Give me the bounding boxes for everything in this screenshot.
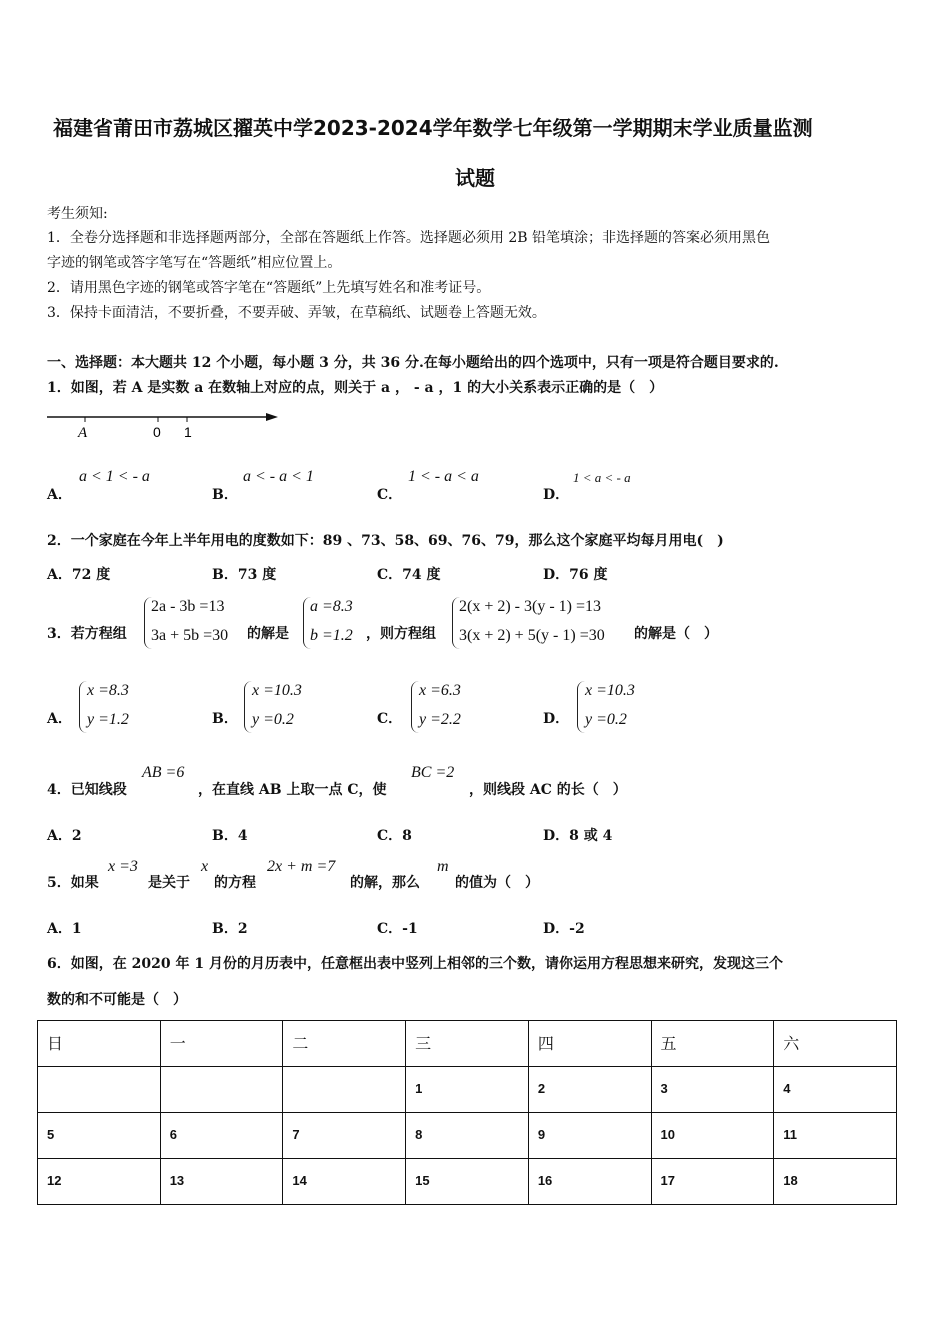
one-label: 1 xyxy=(184,424,192,440)
calendar-header-cell: 六 xyxy=(774,1021,897,1067)
q5-part5: 的值为（ ） xyxy=(455,875,539,891)
calendar-day-cell: 13 xyxy=(160,1159,283,1205)
calendar-day-cell: 6 xyxy=(160,1113,283,1159)
section-heading: 一、选择题：本大题共 12 个小题，每小题 3 分，共 36 分.在每小题给出的四个选项中，只有一项是符合题目要求的. xyxy=(47,355,779,371)
q3-option-c-line1: x =6.3 xyxy=(419,682,461,699)
calendar-day-cell: 1 xyxy=(406,1067,529,1113)
q1-option-c: 1 < - a < a xyxy=(408,468,479,485)
number-line-figure xyxy=(45,408,280,442)
q4-prefix: 4．已知线段 xyxy=(47,782,127,798)
calendar-table xyxy=(37,1020,897,1205)
point-a-label: A xyxy=(78,425,88,441)
notice-item-2: 2．请用黑色字迹的钢笔或答字笔在“答题纸”上先填写姓名和准考证号。 xyxy=(47,280,491,296)
q3-system2-eq2: b =1.2 xyxy=(310,627,353,644)
q5-part4: 的解，那么 xyxy=(350,875,420,891)
calendar-day-cell: 14 xyxy=(283,1159,406,1205)
calendar-header-cell: 二 xyxy=(283,1021,406,1067)
q6-stem-line2: 数的和不可能是（ ） xyxy=(47,992,187,1008)
q5-expr-x3: x =3 xyxy=(108,858,138,875)
q3-option-a-line1: x =8.3 xyxy=(87,682,129,699)
q3-mid2: ，则方程组 xyxy=(366,626,436,642)
q3-option-b-line1: x =10.3 xyxy=(252,682,302,699)
q2-option-a: A．72 度 xyxy=(47,567,111,583)
q1-option-a: a < 1 < - a xyxy=(79,468,150,485)
calendar-day-cell: 11 xyxy=(774,1113,897,1159)
calendar-day-cell: 18 xyxy=(774,1159,897,1205)
calendar-day-cell: 17 xyxy=(651,1159,774,1205)
q5-option-a: A．1 xyxy=(47,921,82,937)
q5-expr-m: m xyxy=(437,858,449,875)
q6-stem-line1: 6．如图，在 2020 年 1 月份的月历表中，任意框出表中竖列上相邻的三个数，请你运用方程思想来研究，发现这三个 xyxy=(47,956,783,972)
q3-option-a-line2: y =1.2 xyxy=(87,711,129,728)
q5-expr-equation: 2x + m =7 xyxy=(267,858,336,875)
q1-option-b-label: B． xyxy=(212,487,238,503)
calendar-day-cell: 8 xyxy=(406,1113,529,1159)
q4-option-c: C．8 xyxy=(377,828,412,844)
calendar-day-cell xyxy=(283,1067,406,1113)
calendar-day-cell xyxy=(38,1067,161,1113)
calendar-day-cell: 10 xyxy=(651,1113,774,1159)
q4-option-b: B．4 xyxy=(212,828,248,844)
q3-system3-eq1: 2(x + 2) - 3(y - 1) =13 xyxy=(459,598,602,615)
calendar-day-cell: 12 xyxy=(38,1159,161,1205)
q3-option-d-label: D． xyxy=(543,711,570,727)
q3-mid1: 的解是 xyxy=(247,626,289,642)
q1-option-a-label: A． xyxy=(47,487,72,503)
calendar-week-row xyxy=(38,1159,897,1205)
q3-system3-eq2: 3(x + 2) + 5(y - 1) =30 xyxy=(459,627,605,644)
q3-option-d-line2: y =0.2 xyxy=(585,711,627,728)
calendar-day-cell: 7 xyxy=(283,1113,406,1159)
q3-option-a-label: A． xyxy=(47,711,72,727)
q5-part1: 5．如果 xyxy=(47,875,99,891)
calendar-week-row xyxy=(38,1067,897,1113)
q3-option-b-line2: y =0.2 xyxy=(252,711,294,728)
calendar-day-cell xyxy=(160,1067,283,1113)
calendar-day-cell: 4 xyxy=(774,1067,897,1113)
q3-option-c-label: C． xyxy=(377,711,403,727)
calendar-header-cell: 三 xyxy=(406,1021,529,1067)
document-title-line1: 福建省莆田市荔城区擢英中学2023-2024学年数学七年级第一学期期末学业质量监测 xyxy=(53,116,813,140)
q5-option-b: B．2 xyxy=(212,921,248,937)
q4-mid: ，在直线 AB 上取一点 C，使 xyxy=(198,782,387,798)
q3-system1-eq1: 2a - 3b =13 xyxy=(151,598,225,615)
q1-option-d-label: D． xyxy=(543,487,570,503)
notice-heading: 考生须知: xyxy=(47,206,108,222)
calendar-day-cell: 5 xyxy=(38,1113,161,1159)
calendar-header-cell: 日 xyxy=(38,1021,161,1067)
q5-part2: 是关于 xyxy=(148,875,190,891)
q4-expr-bc: BC =2 xyxy=(411,764,455,781)
q5-part3: 的方程 xyxy=(214,875,256,891)
calendar-header-cell: 四 xyxy=(528,1021,651,1067)
q4-suffix: ，则线段 AC 的长（ ） xyxy=(469,782,627,798)
q2-option-c: C．74 度 xyxy=(377,567,441,583)
calendar-header-cell: 一 xyxy=(160,1021,283,1067)
notice-item-3: 3．保持卡面清洁，不要折叠，不要弄破、弄皱，在草稿纸、试题卷上答题无效。 xyxy=(47,305,546,321)
notice-item-1b: 字迹的钢笔或答字笔写在“答题纸”相应位置上。 xyxy=(47,255,342,271)
calendar-header-row xyxy=(38,1021,897,1067)
calendar-day-cell: 9 xyxy=(528,1113,651,1159)
q5-expr-x: x xyxy=(201,858,209,875)
q4-expr-ab: AB =6 xyxy=(142,764,185,781)
q3-option-b-label: B． xyxy=(212,711,238,727)
q3-prefix: 3．若方程组 xyxy=(47,626,127,642)
q3-suffix: 的解是（ ） xyxy=(634,626,718,642)
q3-system1-eq2: 3a + 5b =30 xyxy=(151,627,229,644)
calendar-header-cell: 五 xyxy=(651,1021,774,1067)
q3-option-c-line2: y =2.2 xyxy=(419,711,461,728)
q1-option-d: 1 < a < - a xyxy=(573,470,631,485)
q1-option-c-label: C． xyxy=(377,487,403,503)
notice-item-1a: 1．全卷分选择题和非选择题两部分，全部在答题纸上作答。选择题必须用 2B 铅笔填涂；非选择题的答案必须用黑色 xyxy=(47,230,770,246)
q2-option-b: B．73 度 xyxy=(212,567,277,583)
q4-option-d: D．8 或 4 xyxy=(543,828,613,844)
q3-option-d-line1: x =10.3 xyxy=(585,682,635,699)
calendar-week-row xyxy=(38,1113,897,1159)
q2-option-d: D．76 度 xyxy=(543,567,608,583)
q5-option-c: C．-1 xyxy=(377,921,418,937)
q2-stem: 2．一个家庭在今年上半年用电的度数如下：89 、73、58、69、76、79，那么这个家庭平均每月用电( ) xyxy=(47,533,724,549)
q5-option-d: D．-2 xyxy=(543,921,585,937)
calendar-day-cell: 15 xyxy=(406,1159,529,1205)
calendar-day-cell: 2 xyxy=(528,1067,651,1113)
q1-option-b: a < - a < 1 xyxy=(243,468,314,485)
zero-label: 0 xyxy=(153,424,161,440)
q1-stem: 1．如图，若 A 是实数 a 在数轴上对应的点，则关于 a ， - a ，1 的大小关系表示正确的是（ ） xyxy=(47,380,664,396)
calendar-day-cell: 3 xyxy=(651,1067,774,1113)
q4-option-a: A．2 xyxy=(47,828,82,844)
q3-system2-eq1: a =8.3 xyxy=(310,598,353,615)
document-title-line2: 试题 xyxy=(455,166,495,190)
calendar-day-cell: 16 xyxy=(528,1159,651,1205)
